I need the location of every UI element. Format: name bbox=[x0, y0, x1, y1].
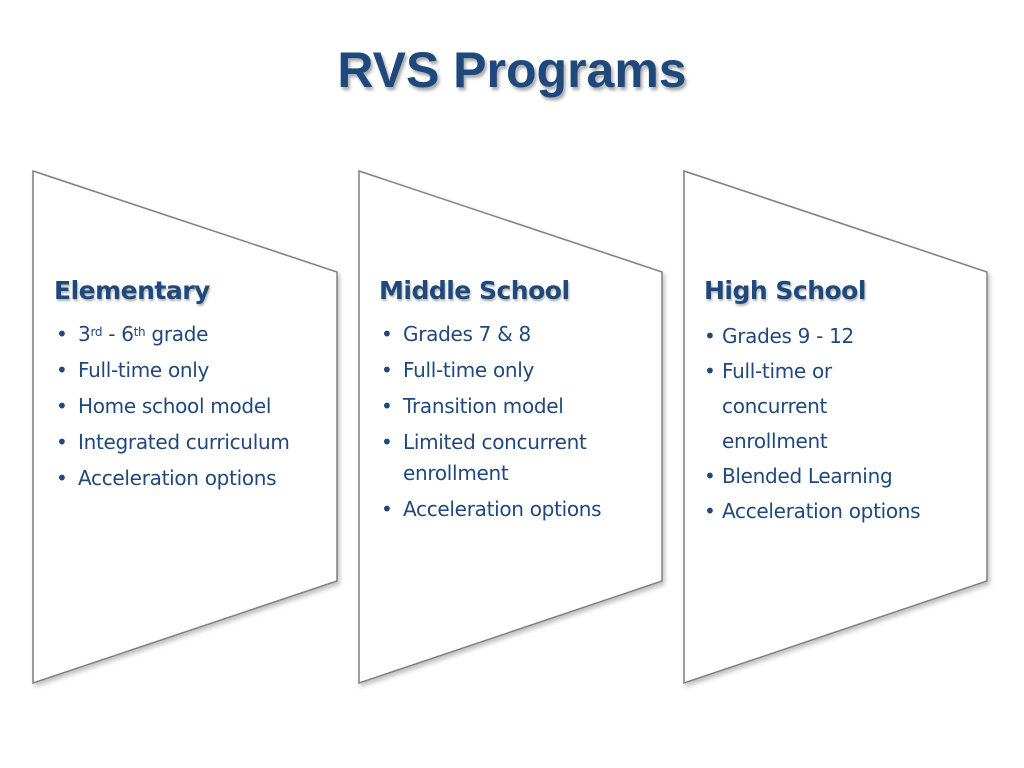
slide-title: RVS Programs bbox=[337, 42, 687, 98]
list-item: • Full-time only bbox=[379, 355, 669, 386]
bullet-icon: • bbox=[381, 394, 393, 418]
list-item: • Grades 7 & 8 bbox=[379, 319, 669, 350]
list-item: • Blended Learning bbox=[704, 459, 992, 494]
elementary-panel bbox=[54, 276, 344, 499]
bullet-icon: • bbox=[56, 430, 68, 454]
list-item: • 3rd - 6th grade bbox=[54, 319, 344, 350]
list-item: • Integrated curriculum bbox=[54, 427, 344, 458]
list-item: • Full-time or concurrent enrollment bbox=[704, 354, 854, 459]
bullet-icon: • bbox=[381, 497, 393, 521]
bullet-icon: • bbox=[381, 430, 393, 454]
list-item: • Acceleration options bbox=[54, 463, 344, 494]
list-item: • Full-time only bbox=[54, 355, 344, 386]
high-school-list bbox=[704, 319, 921, 529]
bullet-icon: • bbox=[704, 499, 716, 523]
bullet-icon: • bbox=[704, 324, 716, 348]
middle-school-list bbox=[379, 319, 669, 525]
list-item: • Acceleration options bbox=[704, 494, 992, 529]
middle-school-panel bbox=[379, 276, 669, 530]
elementary-list bbox=[54, 319, 344, 494]
bullet-icon: • bbox=[56, 322, 68, 346]
bullet-icon: • bbox=[704, 359, 716, 383]
bullet-icon: • bbox=[704, 464, 716, 488]
bullet-icon: • bbox=[56, 394, 68, 418]
bullet-icon: • bbox=[56, 358, 68, 382]
high-school-panel bbox=[704, 276, 921, 529]
middle-school-heading: Middle School bbox=[379, 276, 570, 305]
bullet-icon: • bbox=[381, 322, 393, 346]
bullet-icon: • bbox=[381, 358, 393, 382]
list-item: • Limited concurrent enrollment bbox=[379, 427, 669, 489]
bullet-icon: • bbox=[56, 466, 68, 490]
list-item: • Transition model bbox=[379, 391, 669, 422]
list-item: • Grades 9 - 12 bbox=[704, 319, 992, 354]
list-item: • Home school model bbox=[54, 391, 344, 422]
list-item: • Acceleration options bbox=[379, 494, 669, 525]
elementary-heading: Elementary bbox=[54, 276, 210, 305]
high-school-heading: High School bbox=[704, 276, 866, 305]
